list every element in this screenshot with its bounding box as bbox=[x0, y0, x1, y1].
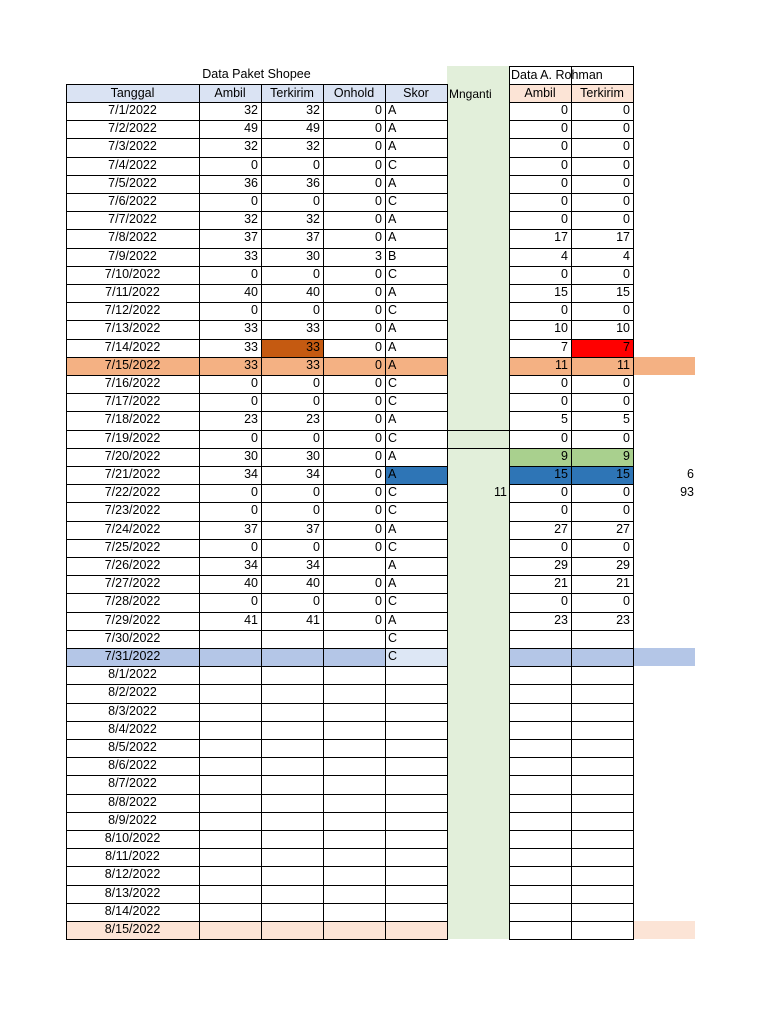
terkirim-cell: 32 bbox=[306, 103, 320, 117]
date-cell: 7/29/2022 bbox=[104, 612, 161, 627]
skor-cell: C bbox=[388, 266, 398, 281]
skor-cell: C bbox=[388, 376, 398, 390]
date-cell: 8/11/2022 bbox=[105, 849, 160, 864]
date-cell: 8/3/2022 bbox=[108, 703, 157, 718]
date-cell: 8/14/2022 bbox=[104, 903, 161, 918]
ambil-cell: 0 bbox=[251, 157, 258, 172]
r-terkirim-cell: 0 bbox=[623, 121, 630, 136]
r-terkirim-cell: 15 bbox=[616, 285, 630, 299]
mnganti-label: Mnganti bbox=[449, 87, 492, 101]
date-cell: 7/8/2022 bbox=[108, 230, 157, 245]
onhold-cell: 0 bbox=[375, 357, 382, 372]
terkirim-cell: 34 bbox=[306, 558, 320, 572]
skor-cell: A bbox=[388, 412, 397, 427]
r-ambil-cell: 0 bbox=[561, 376, 568, 390]
mnganti-value-7-22: 11 bbox=[494, 485, 507, 500]
date-cell: 7/27/2022 bbox=[104, 576, 161, 591]
r-ambil-cell: 0 bbox=[561, 121, 568, 136]
date-cell: 7/13/2022 bbox=[104, 321, 161, 336]
r-terkirim-cell: 0 bbox=[623, 139, 630, 154]
terkirim-cell: 41 bbox=[306, 612, 320, 627]
r-ambil-cell: 0 bbox=[561, 157, 568, 172]
date-cell: 7/15/2022 bbox=[104, 357, 161, 372]
skor-cell: C bbox=[388, 157, 398, 172]
onhold-cell: 0 bbox=[375, 594, 382, 609]
row-7-31-fill-1 bbox=[509, 648, 695, 666]
terkirim-cell: 34 bbox=[306, 467, 320, 481]
date-cell: 8/5/2022 bbox=[108, 740, 157, 754]
r-terkirim-cell: 0 bbox=[623, 430, 630, 445]
ambil-cell: 37 bbox=[244, 230, 258, 245]
r-terkirim-cell: 0 bbox=[623, 539, 630, 554]
skor-cell: C bbox=[388, 630, 398, 645]
r-terkirim-cell: 0 bbox=[623, 303, 630, 318]
skor-cell: A bbox=[388, 339, 397, 354]
date-cell: 8/15/2022 bbox=[104, 922, 161, 936]
terkirim-cell: 36 bbox=[306, 175, 320, 190]
onhold-cell: 0 bbox=[375, 285, 382, 299]
date-cell: 7/5/2022 bbox=[108, 175, 157, 190]
date-cell: 8/12/2022 bbox=[104, 867, 161, 882]
onhold-cell: 0 bbox=[375, 212, 382, 227]
ambil-cell: 0 bbox=[251, 194, 258, 208]
skor-cell: C bbox=[388, 194, 398, 208]
header-onhold: Onhold bbox=[333, 86, 375, 100]
skor-cell: A bbox=[388, 285, 397, 299]
onhold-cell: 0 bbox=[375, 448, 382, 463]
ambil-cell: 33 bbox=[244, 339, 258, 354]
r-terkirim-cell: 29 bbox=[616, 558, 630, 572]
date-cell: 7/14/2022 bbox=[104, 339, 161, 354]
r-ambil-cell: 23 bbox=[554, 612, 568, 627]
r-terkirim-cell: 27 bbox=[616, 521, 630, 536]
terkirim-cell: 37 bbox=[306, 230, 320, 245]
ambil-cell: 41 bbox=[244, 612, 258, 627]
r-terkirim-cell: 11 bbox=[617, 357, 630, 372]
onhold-cell: 0 bbox=[375, 612, 382, 627]
r-terkirim-cell: 15 bbox=[616, 467, 630, 481]
onhold-cell: 0 bbox=[375, 521, 382, 536]
r-terkirim-cell: 0 bbox=[623, 594, 630, 609]
ambil-cell: 34 bbox=[244, 558, 258, 572]
skor-cell: A bbox=[388, 612, 397, 627]
onhold-cell: 0 bbox=[375, 485, 382, 500]
skor-cell: B bbox=[388, 248, 397, 263]
onhold-cell: 0 bbox=[375, 412, 382, 427]
ambil-cell: 0 bbox=[251, 303, 258, 318]
date-cell: 7/16/2022 bbox=[104, 376, 161, 390]
onhold-cell: 3 bbox=[375, 248, 382, 263]
skor-cell: C bbox=[388, 503, 398, 518]
date-cell: 7/25/2022 bbox=[104, 539, 161, 554]
terkirim-cell: 0 bbox=[313, 485, 320, 500]
skor-cell: A bbox=[388, 230, 397, 245]
terkirim-cell: 0 bbox=[313, 376, 320, 390]
ambil-cell: 0 bbox=[251, 394, 258, 409]
skor-cell: A bbox=[388, 448, 397, 463]
r-ambil-cell: 7 bbox=[561, 339, 568, 354]
skor-cell: C bbox=[388, 649, 398, 663]
r-terkirim-cell: 0 bbox=[623, 212, 630, 227]
skor-cell: C bbox=[388, 485, 398, 500]
date-cell: 7/31/2022 bbox=[104, 649, 161, 663]
onhold-cell: 0 bbox=[375, 376, 382, 390]
onhold-cell: 0 bbox=[375, 430, 382, 445]
ambil-cell: 0 bbox=[251, 430, 258, 445]
ambil-cell: 0 bbox=[251, 594, 258, 609]
terkirim-cell: 37 bbox=[306, 521, 320, 536]
onhold-cell: 0 bbox=[375, 467, 382, 481]
grid-h-left-46 bbox=[66, 939, 448, 940]
date-cell: 7/1/2022 bbox=[108, 103, 157, 117]
terkirim-cell: 0 bbox=[313, 594, 320, 609]
grid-h-mnganti-a bbox=[447, 430, 510, 431]
date-cell: 7/22/2022 bbox=[104, 485, 161, 500]
terkirim-cell: 23 bbox=[306, 412, 320, 427]
r-ambil-cell: 15 bbox=[554, 285, 568, 299]
grid-v-left-5 bbox=[447, 84, 448, 940]
date-cell: 7/21/2022 bbox=[104, 467, 161, 481]
date-cell: 8/9/2022 bbox=[108, 812, 157, 827]
ambil-cell: 40 bbox=[244, 576, 258, 591]
ambil-cell: 0 bbox=[251, 503, 258, 518]
onhold-cell: 0 bbox=[375, 503, 382, 518]
r-ambil-cell: 4 bbox=[561, 248, 568, 263]
date-cell: 8/6/2022 bbox=[108, 758, 157, 773]
r-ambil-cell: 0 bbox=[561, 394, 568, 409]
date-cell: 8/8/2022 bbox=[108, 794, 157, 809]
skor-cell: C bbox=[388, 303, 398, 318]
onhold-cell: 0 bbox=[375, 303, 382, 318]
grid-v-right-2 bbox=[633, 66, 634, 940]
date-cell: 8/13/2022 bbox=[104, 885, 161, 900]
onhold-cell: 0 bbox=[375, 394, 382, 409]
date-cell: 7/6/2022 bbox=[108, 194, 157, 208]
date-cell: 7/9/2022 bbox=[108, 248, 157, 263]
r-ambil-cell: 0 bbox=[561, 303, 568, 318]
terkirim-cell: 30 bbox=[306, 448, 320, 463]
terkirim-cell: 40 bbox=[306, 576, 320, 591]
r-ambil-cell: 11 bbox=[555, 357, 568, 372]
onhold-cell: 0 bbox=[375, 321, 382, 336]
date-cell: 7/11/2022 bbox=[105, 285, 160, 299]
r-ambil-cell: 0 bbox=[561, 103, 568, 117]
ambil-cell: 33 bbox=[244, 321, 258, 336]
r-ambil-cell: 21 bbox=[554, 576, 568, 591]
onhold-cell: 0 bbox=[375, 139, 382, 154]
ambil-cell: 49 bbox=[244, 121, 258, 136]
terkirim-cell: 32 bbox=[306, 139, 320, 154]
header-ambil: Ambil bbox=[214, 86, 246, 100]
grid-v-left-4 bbox=[385, 84, 386, 940]
r-terkirim-cell: 0 bbox=[623, 103, 630, 117]
r-terkirim-cell: 0 bbox=[623, 376, 630, 390]
onhold-cell: 0 bbox=[375, 121, 382, 136]
header-tanggal: Tanggal bbox=[110, 86, 155, 100]
date-cell: 7/30/2022 bbox=[104, 630, 161, 645]
skor-cell: C bbox=[388, 594, 398, 609]
r-terkirim-cell: 7 bbox=[623, 339, 630, 354]
skor-cell: A bbox=[388, 139, 397, 154]
date-cell: 7/20/2022 bbox=[104, 448, 161, 463]
terkirim-cell: 0 bbox=[313, 157, 320, 172]
ambil-cell: 36 bbox=[244, 175, 258, 190]
r-terkirim-cell: 10 bbox=[616, 321, 630, 336]
skor-cell: A bbox=[388, 175, 397, 190]
r-terkirim-cell: 5 bbox=[623, 412, 630, 427]
r-ambil-cell: 0 bbox=[561, 539, 568, 554]
r-terkirim-cell: 23 bbox=[616, 612, 630, 627]
skor-cell: A bbox=[388, 558, 397, 572]
ambil-cell: 34 bbox=[244, 467, 258, 481]
ambil-cell: 32 bbox=[244, 103, 258, 117]
date-cell: 8/10/2022 bbox=[104, 831, 161, 845]
terkirim-cell: 40 bbox=[306, 285, 320, 299]
date-cell: 7/19/2022 bbox=[104, 430, 161, 445]
r-terkirim-cell: 0 bbox=[623, 157, 630, 172]
ambil-cell: 0 bbox=[251, 376, 258, 390]
r-ambil-cell: 5 bbox=[561, 412, 568, 427]
r-ambil-cell: 17 bbox=[554, 230, 568, 245]
skor-cell: C bbox=[388, 539, 398, 554]
header-r-ambil: Ambil bbox=[524, 86, 556, 100]
row-8-15-fill-1 bbox=[633, 921, 695, 939]
left-table-title: Data Paket Shopee bbox=[202, 67, 311, 81]
r-ambil-cell: 10 bbox=[554, 321, 568, 336]
skor-cell: A bbox=[388, 576, 397, 591]
onhold-cell: 0 bbox=[375, 339, 382, 354]
r-terkirim-cell: 21 bbox=[616, 576, 630, 591]
onhold-cell: 0 bbox=[375, 157, 382, 172]
date-cell: 8/7/2022 bbox=[108, 776, 157, 791]
date-cell: 7/3/2022 bbox=[108, 139, 157, 154]
date-cell: 7/23/2022 bbox=[104, 503, 161, 518]
r-terkirim-cell: 0 bbox=[623, 485, 630, 500]
skor-cell: A bbox=[388, 467, 397, 481]
r-ambil-cell: 0 bbox=[561, 212, 568, 227]
extra-value-6: 6 bbox=[687, 467, 694, 481]
r-terkirim-cell: 17 bbox=[616, 230, 630, 245]
header-skor: Skor bbox=[403, 86, 429, 100]
terkirim-cell: 0 bbox=[313, 503, 320, 518]
r-terkirim-cell: 4 bbox=[623, 248, 630, 263]
onhold-cell: 0 bbox=[375, 576, 382, 591]
ambil-cell: 37 bbox=[244, 521, 258, 536]
date-cell: 7/2/2022 bbox=[108, 121, 157, 136]
r-terkirim-cell: 0 bbox=[623, 194, 630, 208]
ambil-cell: 32 bbox=[244, 212, 258, 227]
r-ambil-cell: 0 bbox=[561, 194, 568, 208]
ambil-cell: 23 bbox=[244, 412, 258, 427]
date-cell: 8/1/2022 bbox=[108, 667, 157, 682]
r-ambil-cell: 0 bbox=[561, 503, 568, 518]
r-ambil-cell: 0 bbox=[561, 139, 568, 154]
r-terkirim-cell: 0 bbox=[623, 394, 630, 409]
ambil-cell: 40 bbox=[244, 285, 258, 299]
ambil-cell: 0 bbox=[251, 266, 258, 281]
r-terkirim-cell: 0 bbox=[623, 266, 630, 281]
date-cell: 7/10/2022 bbox=[104, 266, 161, 281]
terkirim-cell: 0 bbox=[313, 266, 320, 281]
terkirim-cell: 33 bbox=[306, 321, 320, 336]
skor-cell: A bbox=[388, 212, 397, 227]
terkirim-cell: 0 bbox=[313, 539, 320, 554]
skor-cell: A bbox=[388, 521, 397, 536]
ambil-cell: 0 bbox=[251, 485, 258, 500]
skor-cell: A bbox=[388, 121, 397, 136]
terkirim-cell: 49 bbox=[306, 121, 320, 136]
date-cell: 7/4/2022 bbox=[108, 157, 157, 172]
date-cell: 7/26/2022 bbox=[104, 558, 161, 572]
ambil-cell: 33 bbox=[244, 357, 258, 372]
right-table-title: Data A. Rohman bbox=[511, 68, 603, 82]
skor-cell: A bbox=[388, 321, 397, 336]
date-cell: 8/2/2022 bbox=[108, 685, 157, 700]
terkirim-cell: 30 bbox=[306, 248, 320, 263]
r-terkirim-cell: 0 bbox=[623, 175, 630, 190]
skor-cell: C bbox=[388, 394, 398, 409]
onhold-cell: 0 bbox=[375, 266, 382, 281]
ambil-cell: 30 bbox=[244, 448, 258, 463]
onhold-cell: 0 bbox=[375, 539, 382, 554]
r-ambil-cell: 0 bbox=[561, 430, 568, 445]
date-cell: 7/18/2022 bbox=[104, 412, 161, 427]
extra-value-93: 93 bbox=[680, 485, 694, 500]
terkirim-cell: 0 bbox=[313, 430, 320, 445]
header-terkirim: Terkirim bbox=[270, 86, 314, 100]
date-cell: 7/28/2022 bbox=[104, 594, 161, 609]
r-ambil-cell: 0 bbox=[561, 594, 568, 609]
r-ambil-cell: 0 bbox=[561, 266, 568, 281]
grid-h-mnganti-b bbox=[447, 448, 510, 449]
date-cell: 7/17/2022 bbox=[104, 394, 161, 409]
r-ambil-cell: 29 bbox=[554, 558, 568, 572]
skor-cell: A bbox=[388, 103, 397, 117]
r-ambil-cell: 15 bbox=[554, 467, 568, 481]
onhold-cell: 0 bbox=[375, 175, 382, 190]
mnganti-column-fill bbox=[447, 66, 509, 939]
r-ambil-cell: 27 bbox=[554, 521, 568, 536]
r-ambil-cell: 0 bbox=[561, 175, 568, 190]
date-cell: 8/4/2022 bbox=[108, 721, 157, 736]
terkirim-cell: 33 bbox=[306, 357, 320, 372]
date-cell: 7/12/2022 bbox=[104, 303, 161, 318]
ambil-cell: 32 bbox=[244, 139, 258, 154]
skor-cell: C bbox=[388, 430, 398, 445]
ambil-cell: 0 bbox=[251, 539, 258, 554]
onhold-cell: 0 bbox=[375, 230, 382, 245]
skor-cell: A bbox=[388, 357, 397, 372]
onhold-cell: 0 bbox=[375, 194, 382, 208]
r-ambil-cell: 0 bbox=[561, 485, 568, 500]
onhold-cell: 0 bbox=[375, 103, 382, 117]
header-r-terkirim: Terkirim bbox=[580, 86, 624, 100]
ambil-cell: 33 bbox=[244, 248, 258, 263]
terkirim-cell: 32 bbox=[306, 212, 320, 227]
date-cell: 7/24/2022 bbox=[104, 521, 161, 536]
terkirim-cell: 0 bbox=[313, 194, 320, 208]
terkirim-cell: 33 bbox=[306, 339, 320, 354]
terkirim-cell: 0 bbox=[313, 303, 320, 318]
terkirim-cell: 0 bbox=[313, 394, 320, 409]
r-terkirim-cell: 9 bbox=[623, 448, 630, 463]
date-cell: 7/7/2022 bbox=[108, 212, 157, 227]
r-ambil-cell: 9 bbox=[561, 448, 568, 463]
r-terkirim-cell: 0 bbox=[623, 503, 630, 518]
